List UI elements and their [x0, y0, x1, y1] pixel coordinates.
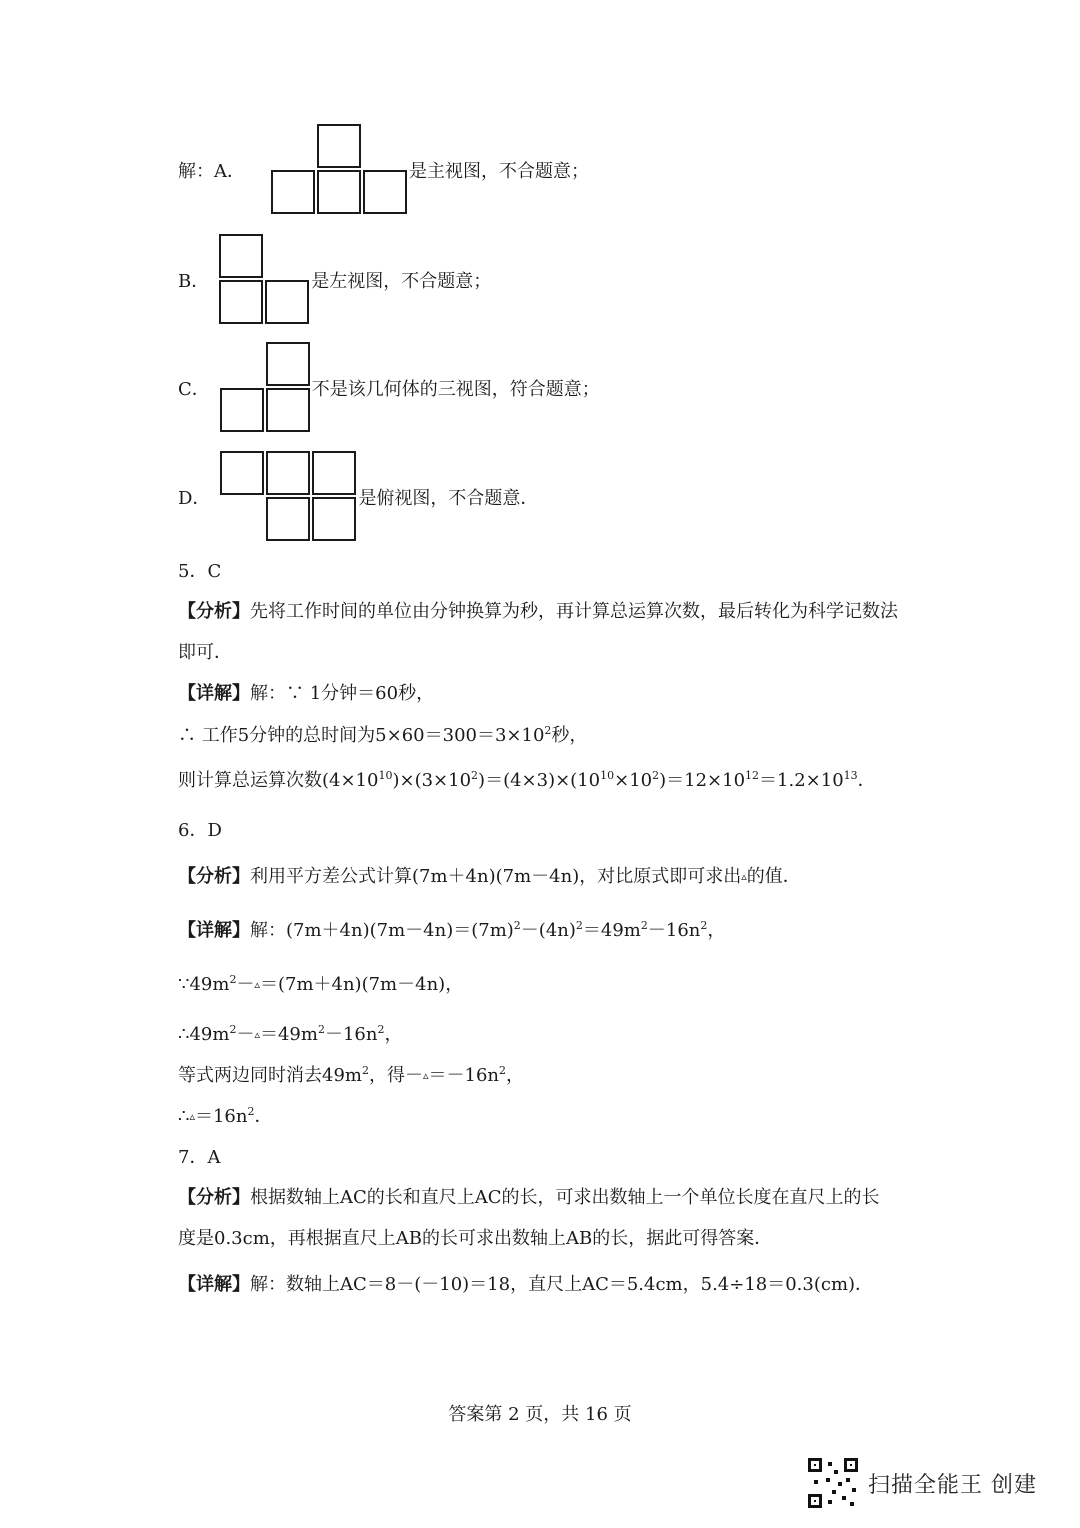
formula-part: ，	[707, 920, 726, 941]
formula-part: ＝16n	[194, 1106, 248, 1127]
option-a-row	[178, 124, 589, 216]
q5-detail-text: 解：∵ 1分钟＝60秒，	[250, 683, 435, 704]
q5-analysis	[178, 601, 898, 623]
qr-dot	[852, 1488, 856, 1492]
figure-square	[219, 234, 263, 278]
formula-part: 秒，	[551, 725, 588, 746]
q5-total-line	[178, 770, 876, 792]
formula-part: 解：(7m＋4n)(7m－4n)＝(7m)	[250, 920, 514, 941]
q7-detail	[178, 1274, 873, 1296]
figure-square	[220, 451, 264, 495]
qr-dot	[828, 1462, 832, 1466]
qr-dot	[834, 1470, 838, 1474]
formula-part: 的值．	[746, 866, 801, 887]
formula-part: ∵49m	[178, 974, 230, 995]
option-b-row	[178, 234, 491, 326]
qr-finder	[844, 1458, 858, 1472]
formula-part: )＝(4×3)×(10	[478, 770, 601, 791]
exponent: 13	[843, 769, 858, 782]
formula-part: ．	[857, 770, 876, 791]
exponent: 12	[745, 769, 760, 782]
option-c-row	[178, 342, 600, 434]
formula-part: (4×10	[322, 770, 379, 791]
analysis-tag: 【分析】	[178, 601, 250, 622]
figure-square	[317, 170, 361, 214]
detail-tag: 【详解】	[178, 920, 250, 941]
q5-analysis-text-1: 先将工作时间的单位由分钟换算为秒，再计算总运算次数，最后转化为科学记数法	[250, 601, 898, 622]
formula-part: ，	[384, 1024, 403, 1045]
q6-because-line	[178, 974, 463, 996]
figure-square	[312, 451, 356, 495]
figure-square	[266, 497, 310, 541]
option-d-text: 是俯视图，不合题意．	[358, 488, 539, 509]
triangle-symbol: ▵	[254, 978, 260, 991]
qr-code-icon	[808, 1458, 858, 1508]
formula-part: ∴ 工作5分钟的总时间为5×60＝300＝3×10	[178, 725, 545, 746]
q6-therefore-line	[178, 1024, 402, 1046]
formula-part: －	[236, 1024, 255, 1045]
formula-part: ∴	[178, 1106, 190, 1127]
formula-part: －16n	[647, 920, 701, 941]
q7-analysis-text-2: 度是0.3cm，再根据直尺上AB的长可求出数轴上AB的长，据此可得答案．	[178, 1228, 773, 1249]
option-d-row	[178, 451, 538, 543]
q6-result-line	[178, 1106, 272, 1128]
exponent: 2	[544, 724, 552, 737]
triangle-symbol: ▵	[254, 1028, 260, 1041]
qr-dot	[838, 1482, 842, 1486]
option-b-text: 是左视图，不合题意；	[311, 271, 492, 292]
formula-part: ，	[506, 1065, 525, 1086]
scanner-text: 扫描全能王 创建	[868, 1472, 1037, 1498]
q6-answer: 6．D	[178, 820, 222, 841]
formula-part: ∴49m	[178, 1024, 230, 1045]
exponent: 10	[600, 769, 615, 782]
formula-part: ＝－16n	[428, 1065, 500, 1086]
figure-square	[266, 388, 310, 432]
page-footer: 答案第 2 页，共 16 页	[448, 1404, 632, 1425]
exponent: 2	[229, 1023, 237, 1036]
exponent: 2	[575, 919, 583, 932]
exponent: 2	[377, 1023, 385, 1036]
figure-square	[266, 451, 310, 495]
formula-part: 则计算总运算次数	[178, 770, 322, 791]
exponent: 2	[229, 973, 237, 986]
option-a-text: 是主视图，不合题意；	[409, 161, 589, 182]
q7-analysis-text-1: 根据数轴上AC的长和直尺上AC的长，可求出数轴上一个单位长度在直尺上的长	[250, 1187, 880, 1208]
figure-square	[265, 280, 309, 324]
q5-analysis-text-2: 即可．	[178, 642, 232, 663]
analysis-tag: 【分析】	[178, 1187, 250, 1208]
q7-analysis	[178, 1187, 880, 1209]
formula-part: ，得－	[368, 1065, 423, 1086]
qr-dot	[826, 1478, 830, 1482]
qr-dot	[850, 1502, 854, 1506]
qr-finder	[808, 1494, 822, 1508]
exponent: 2	[640, 919, 648, 932]
figure-square	[312, 497, 356, 541]
option-b-label: B．	[178, 271, 210, 292]
option-c-figure	[220, 342, 312, 434]
figure-square	[363, 170, 407, 214]
qr-dot	[832, 1490, 836, 1494]
formula-part: ×10	[614, 770, 653, 791]
qr-dot	[814, 1480, 818, 1484]
qr-dot	[842, 1496, 846, 1500]
formula-part: －16n	[324, 1024, 378, 1045]
option-d-figure	[220, 451, 358, 543]
exponent: 2	[317, 1023, 325, 1036]
exponent: 10	[378, 769, 393, 782]
figure-square	[219, 280, 263, 324]
q6-analysis	[178, 866, 801, 888]
figure-square	[220, 388, 264, 432]
q5-detail	[178, 683, 434, 705]
formula-part: ．	[254, 1106, 273, 1127]
option-d-label: D．	[178, 488, 211, 509]
q7-detail-text: 解：数轴上AC＝8－(－10)＝18，直尺上AC＝5.4cm，5.4÷18＝0.3(cm)．	[250, 1274, 874, 1295]
formula-part: )＝12×10	[659, 770, 746, 791]
q5-time-line	[178, 725, 587, 747]
exponent: 2	[499, 1064, 507, 1077]
q7-answer: 7．A	[178, 1147, 221, 1168]
qr-dot	[846, 1478, 850, 1482]
formula-part: 等式两边同时消去49m	[178, 1065, 362, 1086]
exponent: 2	[247, 1105, 255, 1118]
triangle-symbol: ▵	[741, 870, 747, 883]
figure-square	[266, 342, 310, 386]
option-c-text: 不是该几何体的三视图，符合题意；	[311, 379, 600, 400]
option-a-figure	[271, 124, 409, 216]
q6-eliminate-line	[178, 1065, 524, 1087]
exponent: 2	[471, 769, 479, 782]
formula-part: ＝49m	[259, 1024, 318, 1045]
exponent: 2	[700, 919, 708, 932]
figure-square	[317, 124, 361, 168]
q5-answer: 5．C	[178, 561, 222, 582]
exponent: 2	[361, 1064, 369, 1077]
formula-part: ＝1.2×10	[759, 770, 844, 791]
qr-finder	[808, 1458, 822, 1472]
option-a-label: 解：A．	[178, 161, 245, 182]
formula-part: )×(3×10	[392, 770, 472, 791]
formula-part: －(4n)	[520, 920, 576, 941]
q6-detail	[178, 920, 725, 942]
formula-part: ＝49m	[582, 920, 641, 941]
detail-tag: 【详解】	[178, 683, 250, 704]
triangle-symbol: ▵	[422, 1069, 429, 1082]
formula-part: －	[236, 974, 255, 995]
triangle-symbol: ▵	[189, 1110, 195, 1123]
formula-part: 利用平方差公式计算(7m＋4n)(7m－4n)，对比原式即可求出	[250, 866, 742, 887]
formula-part: ＝(7m＋4n)(7m－4n)，	[259, 974, 464, 995]
exponent: 2	[652, 769, 660, 782]
detail-tag: 【详解】	[178, 1274, 250, 1295]
scanner-watermark	[808, 1458, 1037, 1508]
figure-square	[271, 170, 315, 214]
option-b-figure	[219, 234, 311, 326]
exponent: 2	[513, 919, 521, 932]
option-c-label: C．	[178, 379, 210, 400]
qr-dot	[828, 1500, 832, 1504]
analysis-tag: 【分析】	[178, 866, 250, 887]
